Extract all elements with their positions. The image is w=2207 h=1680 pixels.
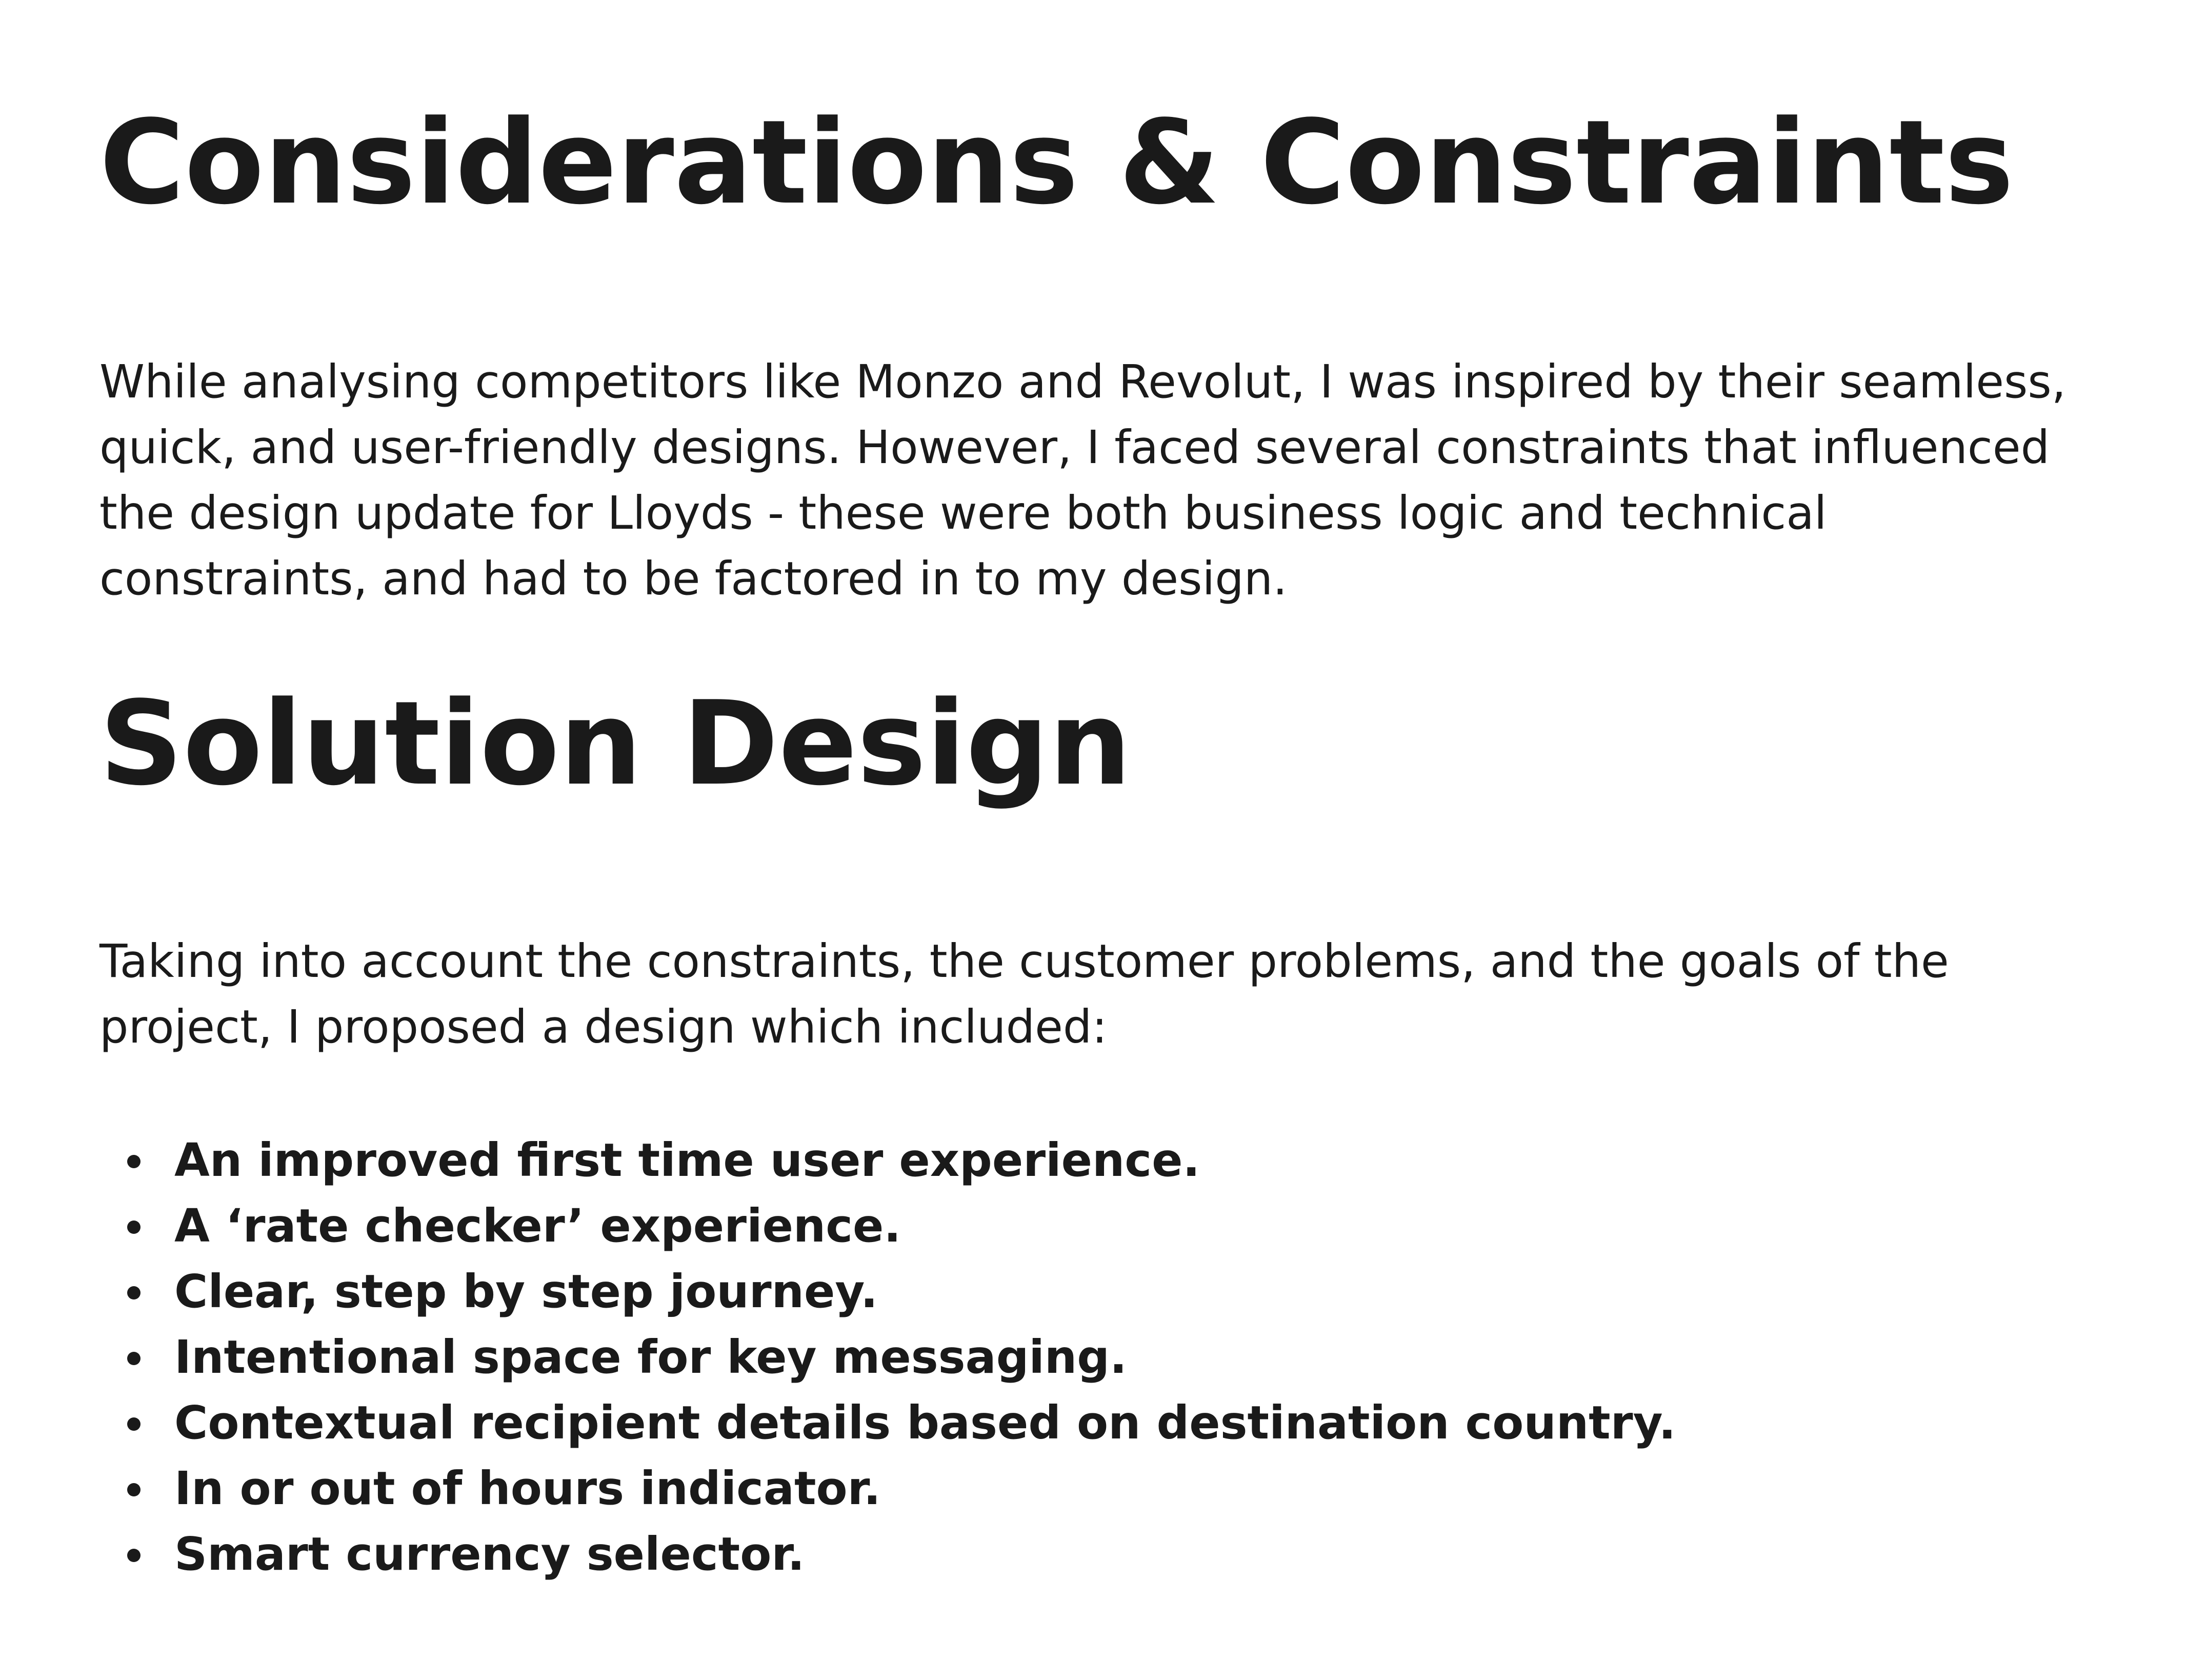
paragraph-line: constraints, and had to be factored in to my design.: [99, 552, 1288, 605]
considerations-paragraph: [99, 349, 2066, 611]
list-item: [99, 1193, 1676, 1258]
list-item: [99, 1127, 1676, 1193]
list-item-text: In or out of hours indicator.: [174, 1462, 881, 1515]
list-item-text: Intentional space for key messaging.: [174, 1330, 1127, 1384]
solution-design-heading: Solution Design: [99, 676, 1132, 811]
list-item: [99, 1455, 1676, 1521]
solution-features-list: [99, 1127, 1676, 1587]
list-item: [99, 1324, 1676, 1390]
list-item-text: Clear, step by step journey.: [174, 1265, 878, 1318]
bullet-icon: [127, 1221, 141, 1234]
paragraph-line: project, I proposed a design which included:: [99, 1000, 1108, 1053]
list-item-text: Smart currency selector.: [174, 1527, 805, 1581]
list-item-text: A ‘rate checker’ experience.: [174, 1199, 901, 1252]
paragraph-line: quick, and user-friendly designs. However, I faced several constraints that influenced: [99, 421, 2050, 474]
bullet-icon: [127, 1352, 141, 1365]
list-item-text: Contextual recipient details based on destination country.: [174, 1396, 1676, 1449]
bullet-icon: [127, 1286, 141, 1299]
bullet-icon: [127, 1549, 141, 1562]
list-item-text: An improved first time user experience.: [174, 1133, 1200, 1187]
paragraph-line: the design update for Lloyds - these were both business logic and technical: [99, 486, 1827, 539]
bullet-icon: [127, 1483, 141, 1496]
bullet-icon: [127, 1155, 141, 1168]
bullet-icon: [127, 1417, 141, 1431]
considerations-heading: Considerations & Constraints: [99, 95, 2014, 230]
list-item: [99, 1390, 1676, 1455]
paragraph-line: While analysing competitors like Monzo and Revolut, I was inspired by their seamless,: [99, 355, 2066, 408]
solution-design-paragraph: [99, 928, 1949, 1059]
list-item: [99, 1258, 1676, 1324]
list-item: [99, 1521, 1676, 1587]
paragraph-line: Taking into account the constraints, the customer problems, and the goals of the: [99, 934, 1949, 988]
